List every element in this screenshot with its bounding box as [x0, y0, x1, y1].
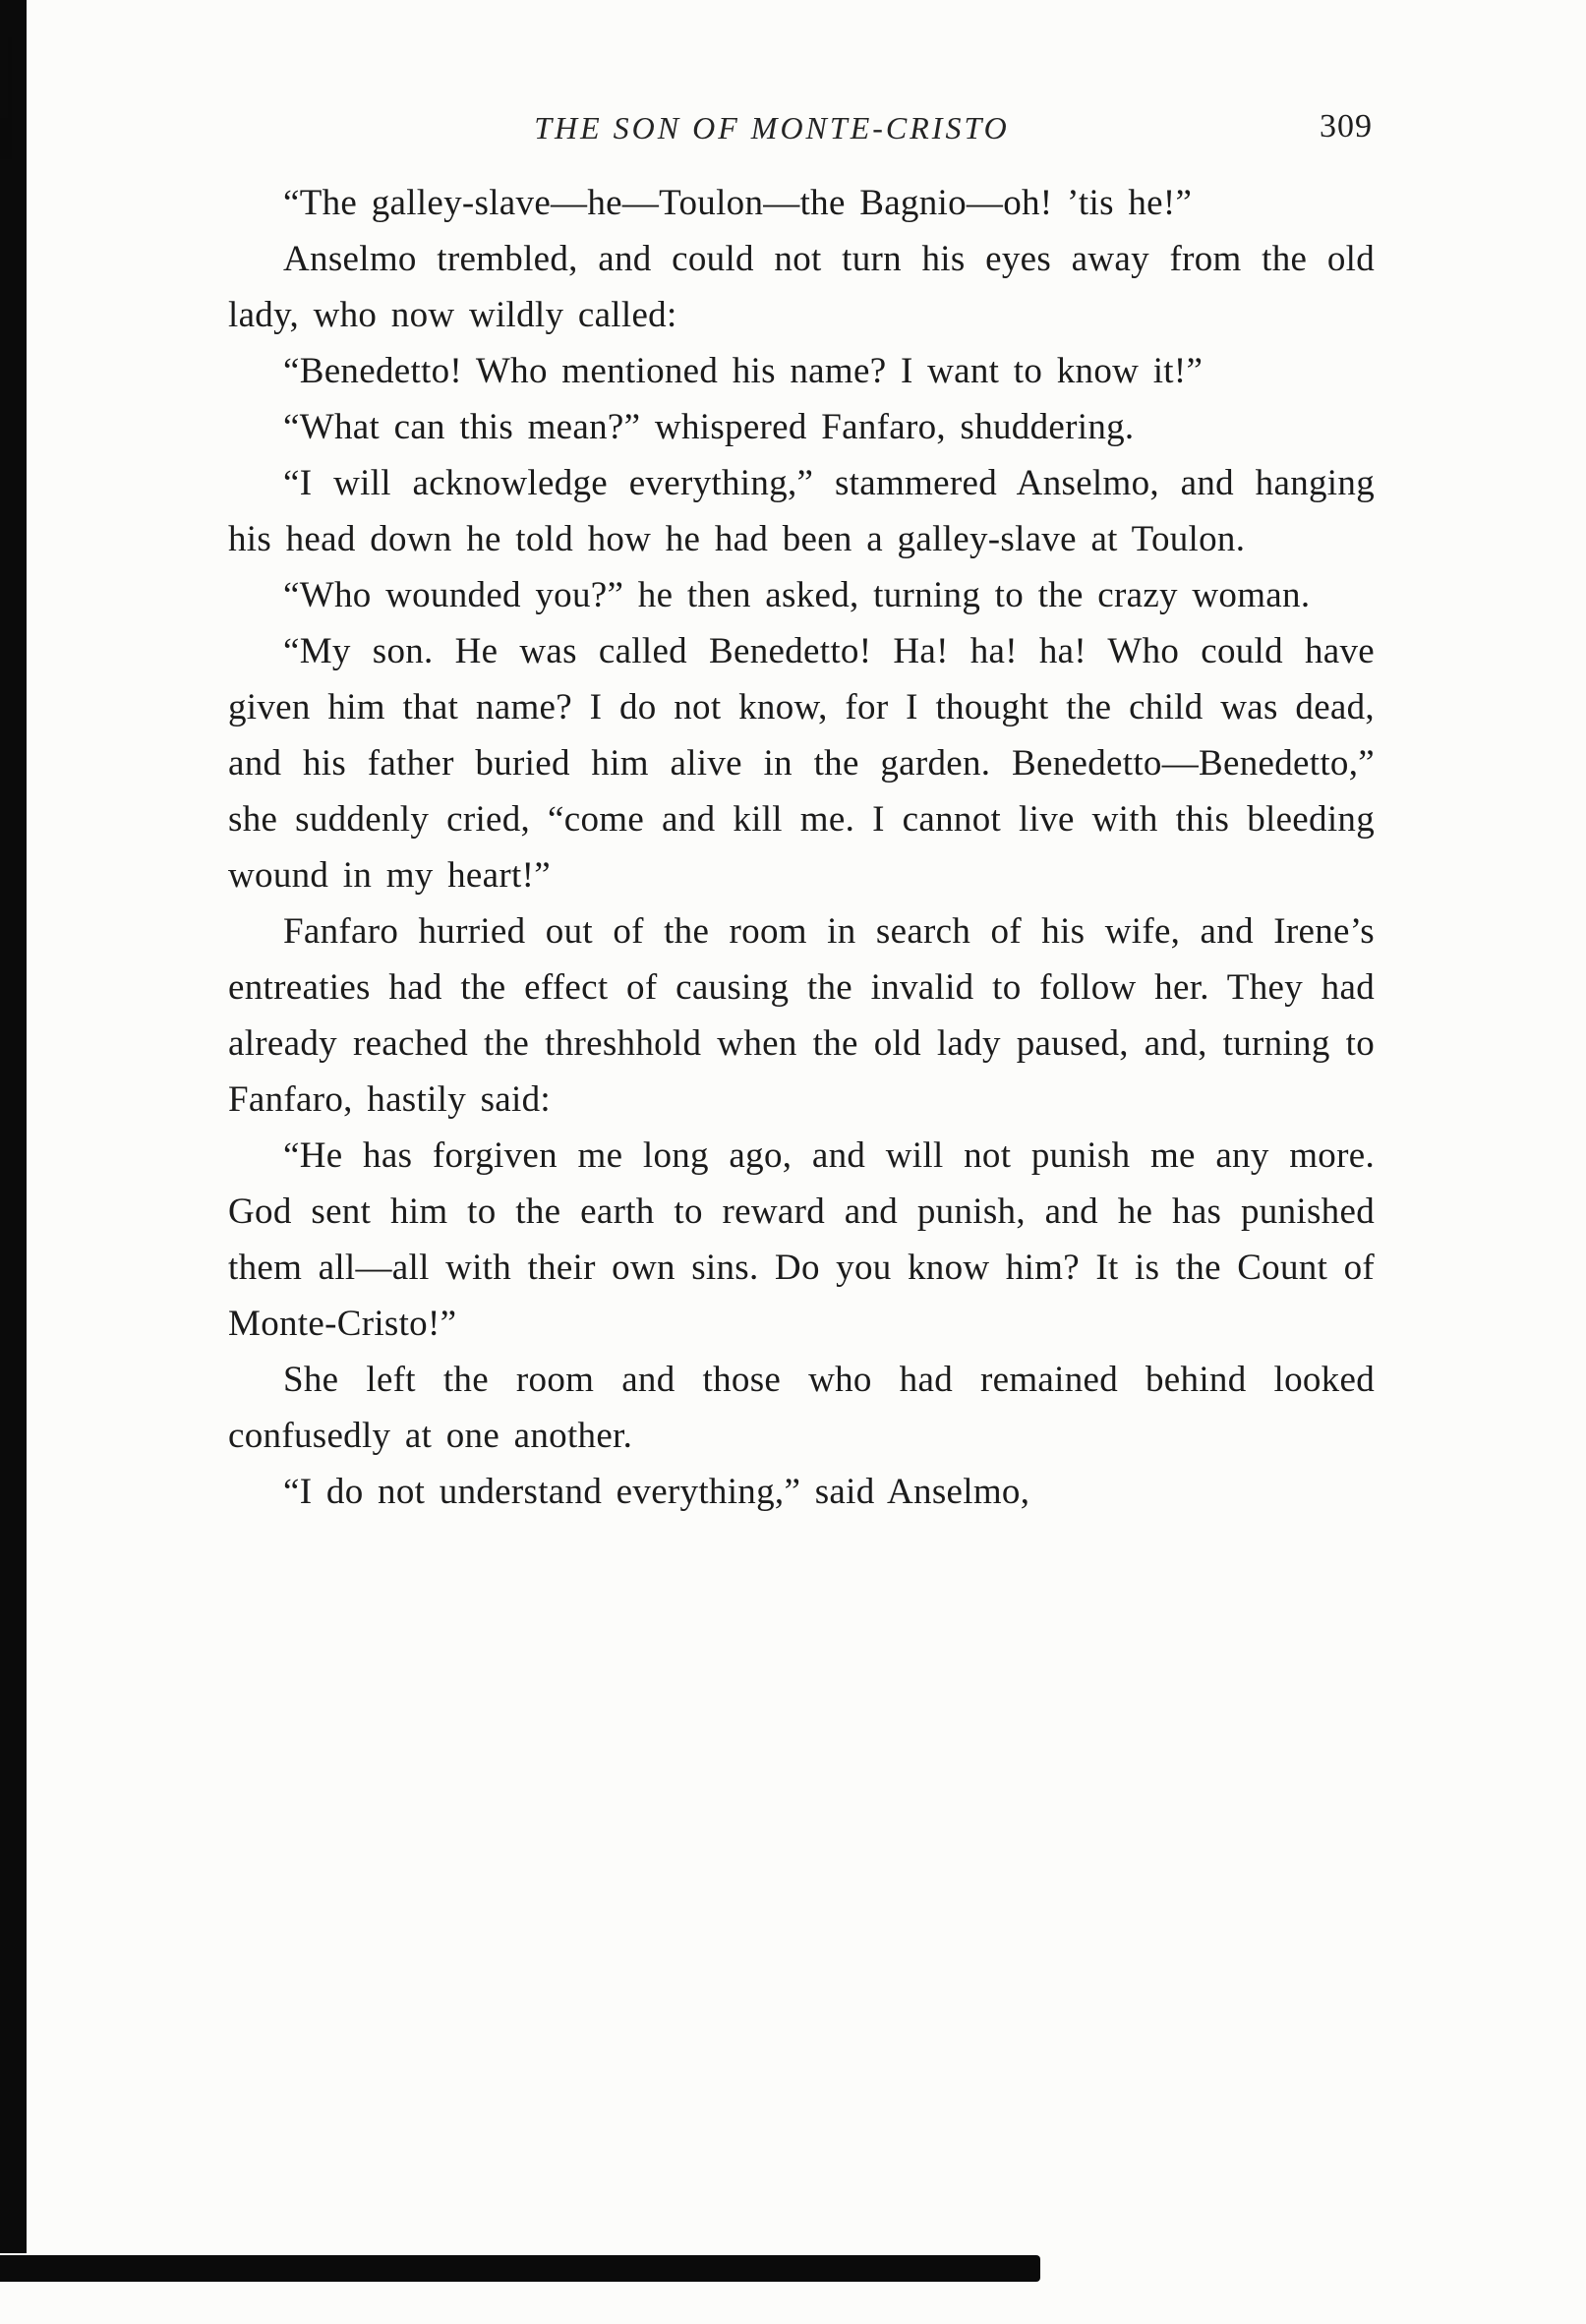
scan-artifact-left-bar: [0, 0, 27, 2253]
paragraph: “My son. He was called Benedetto! Ha! ha! ha! Who could have given him that name? I do not know, for I thought the child was dead, and his father buried him alive in the garden. Benedetto—Benedetto,” she suddenly cried, “come and kill me. I cannot live with this bleeding wound in my heart!”: [228, 631, 1375, 896]
paragraph: “He has forgiven me long ago, and will not punish me any more. God sent him to the earth to reward and punish, and he has punished them all—all with their own sins. Do you know him? It is the Count of Monte-Cristo!”: [228, 1135, 1375, 1344]
page-header: [228, 110, 1375, 157]
paragraph: “What can this mean?” whispered Fanfaro, shuddering.: [283, 407, 1135, 447]
paragraph: Anselmo trembled, and could not turn his eyes away from the old lady, who now wildly called:: [228, 239, 1375, 335]
paragraph: “Benedetto! Who mentioned his name? I want to know it!”: [283, 351, 1204, 391]
paragraph: “I will acknowledge everything,” stammered Anselmo, and hanging his head down he told how he had been a galley-slave at Toulon.: [228, 463, 1375, 559]
page-number: 309: [1320, 108, 1373, 145]
running-header-title: THE SON OF MONTE-CRISTO: [534, 110, 1010, 145]
scan-artifact-bottom-bar: [0, 2255, 1040, 2282]
paragraph: “I do not understand everything,” said Anselmo,: [283, 1472, 1030, 1512]
paragraph: “The galley-slave—he—Toulon—the Bagnio—oh! ’tis he!”: [283, 183, 1193, 223]
paragraph: “Who wounded you?” he then asked, turning to the crazy woman.: [283, 575, 1311, 615]
text-block: [228, 175, 1375, 1520]
paragraph: Fanfaro hurried out of the room in search of his wife, and Irene’s entreaties had the effect of causing the invalid to follow her. They had already reached the threshhold when the old lady paused, and, turning to Fanfaro, hastily said:: [228, 911, 1375, 1120]
paragraph: She left the room and those who had remained behind looked confusedly at one another.: [228, 1360, 1375, 1456]
